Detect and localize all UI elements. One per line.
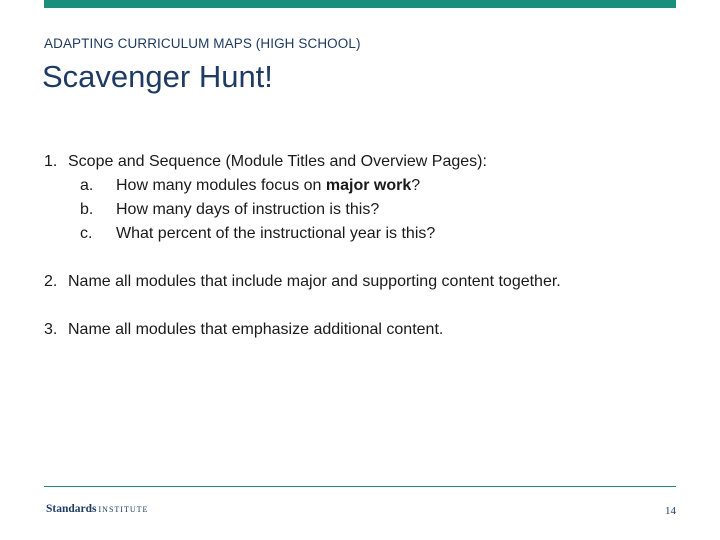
question-item-2 [44,270,684,294]
page-number: 14 [665,505,676,517]
question-list [44,150,684,342]
question-number: 1. [44,153,58,170]
question-text: Scope and Sequence (Module Titles and Overview Pages): [68,153,487,170]
footer-divider [44,486,676,487]
sub-question-text: How many days of instruction is this? [116,201,380,218]
sub-question-letter: a. [80,177,94,194]
top-accent-bar [44,0,676,8]
sub-question-suffix: ? [411,177,421,194]
sub-question-letter: c. [80,225,93,242]
question-text: Name all modules that emphasize additional content. [68,321,444,338]
question-number: 2. [44,273,58,290]
question-number: 3. [44,321,58,338]
logo-wordmark: Standards [46,503,97,515]
sub-question-text: What percent of the instructional year is this? [116,225,436,242]
question-text: Name all modules that include major and supporting content together. [68,273,561,290]
sub-question-letter: b. [80,201,94,218]
slide-title: Scavenger Hunt! [42,59,273,94]
sub-question-prefix: How many modules focus on [116,177,326,194]
spacer [44,294,684,318]
question-item-1 [44,150,684,174]
sub-question-a [44,174,684,198]
question-item-3 [44,318,684,342]
sub-question-b [44,198,684,222]
sub-question-c [44,222,684,246]
standards-institute-logo [46,503,148,515]
section-eyebrow: ADAPTING CURRICULUM MAPS (HIGH SCHOOL) [44,36,361,51]
spacer [44,246,684,270]
sub-question-emphasis: major work [325,177,412,194]
logo-subtext: INSTITUTE [98,505,149,514]
